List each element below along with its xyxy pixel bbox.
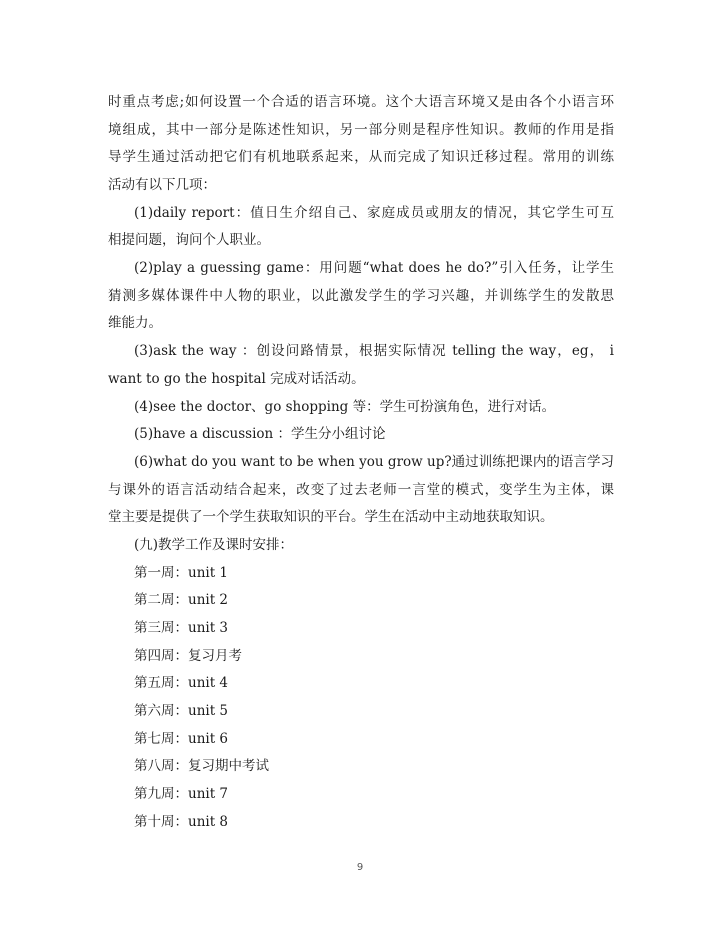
- schedule-title: (九)教学工作及课时安排：: [134, 537, 294, 553]
- text-line: 相提问题，询问个人职业。: [108, 232, 270, 248]
- schedule-item: 第九周：unit 7: [134, 786, 229, 802]
- schedule-item: 第二周：unit 2: [134, 592, 229, 608]
- schedule-item: 第七周：unit 6: [134, 731, 229, 747]
- schedule-item: 第五周：unit 4: [134, 675, 229, 691]
- text-line: 与课外的语言活动结合起来，改变了过去老师一言堂的模式，变学生为主体，课: [108, 482, 614, 498]
- text-line: 猜测多媒体课件中人物的职业，以此激发学生的学习兴趣，并训练学生的发散思: [108, 288, 614, 304]
- page-number: 9: [356, 862, 364, 873]
- schedule-item: 第三周：unit 3: [134, 620, 229, 636]
- text-line: (1)daily report：值日生介绍自己、家庭成员或朋友的情况，其它学生可互: [134, 205, 614, 221]
- text-line: 时重点考虑;如何设置一个合适的语言环境。这个大语言环境又是由各个小语言环: [108, 94, 614, 110]
- schedule-item: 第十周：unit 8: [134, 814, 229, 830]
- text-line: want to go the hospital 完成对话活动。: [108, 371, 365, 387]
- text-line: (4)see the doctor、go shopping 等：学生可扮演角色，进行对话。: [134, 399, 556, 415]
- schedule-item: 第六周：unit 5: [134, 703, 229, 719]
- text-line: (2)play a guessing game：用问题“what does he do?”引入任务，让学生: [134, 260, 614, 276]
- text-line: 活动有以下几项：: [108, 177, 216, 193]
- schedule-item: 第八周：复习期中考试: [134, 758, 269, 774]
- text-line: 堂主要是提供了一个学生获取知识的平台。学生在活动中主动地获取知识。: [108, 509, 554, 525]
- text-line: (3)ask the way ：创设问路情景，根据实际情况 telling the way，eg， i: [134, 343, 614, 359]
- schedule-item: 第四周：复习月考: [134, 648, 242, 664]
- text-line: (6)what do you want to be when you grow up?通过训练把课内的语言学习: [134, 454, 614, 470]
- text-line: 维能力。: [108, 315, 162, 331]
- text-line: 境组成，其中一部分是陈述性知识，另一部分则是程序性知识。教师的作用是指: [108, 122, 614, 138]
- text-line: 导学生通过活动把它们有机地联系起来，从而完成了知识迁移过程。常用的训练: [108, 149, 614, 165]
- schedule-item: 第一周：unit 1: [134, 565, 229, 581]
- text-line: (5)have a discussion ：学生分小组讨论: [134, 426, 386, 442]
